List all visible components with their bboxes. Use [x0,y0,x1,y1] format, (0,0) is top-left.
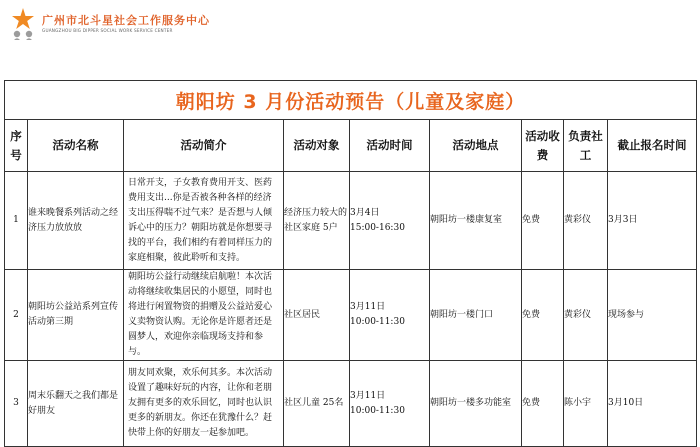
org-name-cn: 广州市北斗星社会工作服务中心 [42,14,210,27]
row-description: 日常开支，子女教育费用开支、医药费用支出...你是否被各种各样的经济支出压得喘不过气来？是否想与人倾诉心中的压力？朝阳坊就是你想要寻找的平台，我们相约有着同样压力的家庭相聚，彼此聆听和支持。 [124,172,284,270]
row-place: 朝阳坊一楼多功能室 [430,361,522,447]
activity-table [4,80,697,447]
row-worker: 黄彩仪 [564,172,608,270]
header-place: 活动地点 [430,120,522,172]
big-dipper-logo-icon [8,7,38,41]
table-title: 朝阳坊 3 月份活动预告（儿童及家庭） [5,81,697,120]
header-desc: 活动简介 [124,120,284,172]
row-fee: 免费 [522,270,564,361]
row-time-range: 10:00-11:30 [350,405,405,416]
table-row [5,270,697,361]
row-time-date: 3月11日 [350,302,386,312]
row-activity-name: 周末乐翻天之我们都是好朋友 [28,361,124,447]
header-target: 活动对象 [284,120,350,172]
row-deadline: 3月10日 [608,361,697,447]
row-description: 朋友同欢聚，欢乐何其多。本次活动设置了趣味好玩的内容，让你和老朋友拥有更多的欢乐回忆，同时也认识更多的新朋友。你还在犹豫什么？赶快带上你的好朋友一起参加吧。 [124,361,284,447]
org-name-block [42,14,210,34]
header-time: 活动时间 [350,120,430,172]
row-no: 1 [5,172,28,270]
row-target: 经济压力较大的社区家庭 5户 [284,172,350,270]
row-time-date: 3月11日 [350,390,386,401]
row-place: 朝阳坊一楼康复室 [430,172,522,270]
row-time-range: 15:00-16:30 [350,222,405,233]
row-worker: 黄彩仪 [564,270,608,361]
row-time [350,270,430,361]
header-deadline: 截止报名时间 [608,120,697,172]
row-deadline: 3月3日 [608,172,697,270]
row-time [350,172,430,270]
row-no: 3 [5,361,28,447]
org-header [8,4,210,44]
row-time-range: 10:00-11:30 [350,317,405,327]
row-time-date: 3月4日 [350,207,380,218]
row-activity-name: 朝阳坊公益站系列宣传活动第三期 [28,270,124,361]
table-row [5,361,697,447]
table-title-row [5,81,697,120]
org-name-en: GUANGZHOU BIG DIPPER SOCIAL WORK SERVICE CENTER [42,28,173,33]
row-target: 社区儿童 25名 [284,361,350,447]
row-fee: 免费 [522,361,564,447]
row-activity-name: 谁来晚餐系列活动之经济压力放放放 [28,172,124,270]
row-description: 朝阳坊公益行动继续启航啦！本次活动将继续收集居民的小愿望，同时也将进行闲置物资的捐赠及公益站爱心义卖物资认购。无论你是许愿者还是圆梦人，欢迎你亲临现场支持和参与。 [124,270,284,361]
header-no: 序号 [5,120,28,172]
row-target: 社区居民 [284,270,350,361]
header-name: 活动名称 [28,120,124,172]
header-worker: 负责社工 [564,120,608,172]
row-time [350,361,430,447]
row-deadline: 现场参与 [608,270,697,361]
row-worker: 陈小宇 [564,361,608,447]
header-fee: 活动收费 [522,120,564,172]
header-row [5,120,697,172]
row-no: 2 [5,270,28,361]
row-place: 朝阳坊一楼门口 [430,270,522,361]
row-fee: 免费 [522,172,564,270]
table-row [5,172,697,270]
